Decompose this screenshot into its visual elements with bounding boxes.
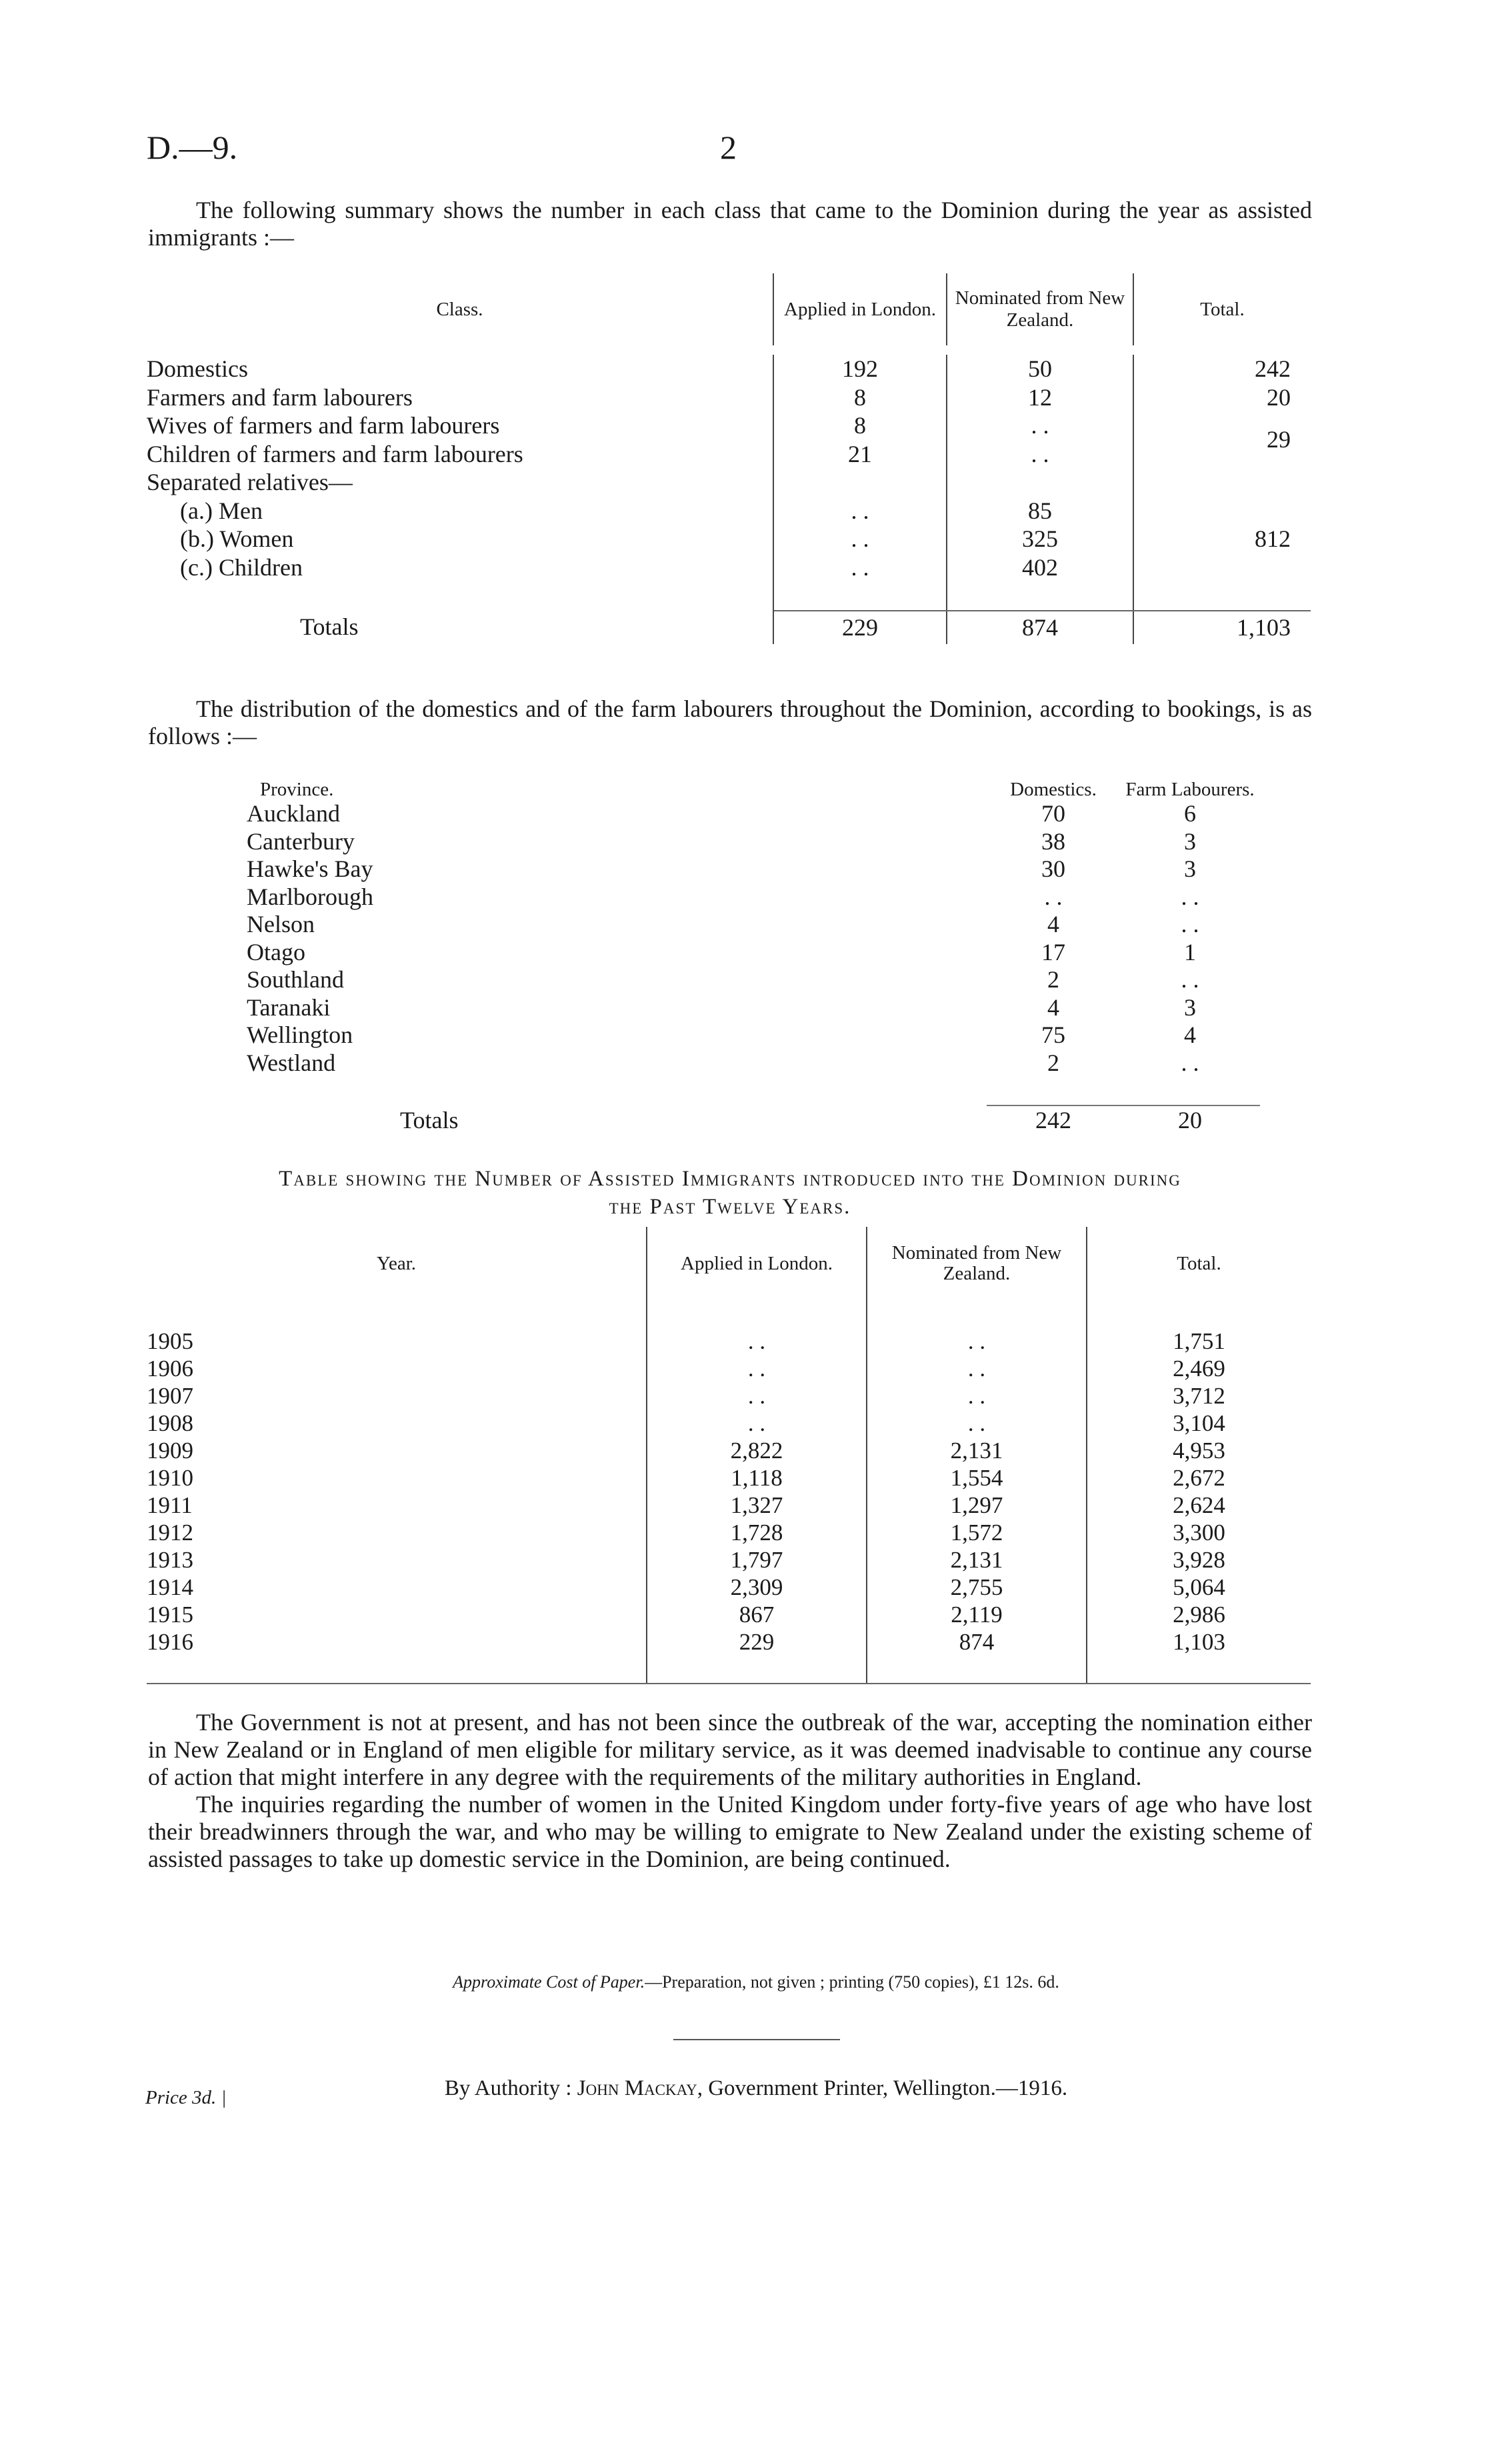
cell-total: 242 [1255,355,1291,382]
totals-row [247,1105,1260,1136]
cell-london: 2,822 [647,1437,867,1464]
row-label: Wives of farmers and farm labourers [147,411,773,440]
cell-london: . . [773,525,947,553]
distribution-intro: The distribution of the domestics and of the farm labourers throughout the Dominion, according to bookings, is as follows :— [148,695,1312,749]
cell-nz: . . [867,1328,1087,1355]
province-name: Auckland [247,800,340,827]
table-row [147,1519,1311,1546]
cell-total: 3,928 [1173,1547,1225,1573]
distribution-table [247,750,1260,1136]
cell-farm: . . [1181,883,1199,910]
table-row [247,883,1260,911]
cell-london: 1,728 [647,1519,867,1546]
table-row [147,1464,1311,1492]
table-row [247,966,1260,994]
province-name: Marlborough [247,883,373,910]
cell-nz: . . [947,440,1133,469]
cell-london: 1,118 [647,1464,867,1492]
cell-total: 3,712 [1173,1383,1225,1409]
cell-total [1133,468,1311,497]
table-row [247,800,1260,828]
yearly-header-nz: Nominated from New Zealand. [867,1227,1087,1300]
table-row [147,1410,1311,1437]
table-row [147,1546,1311,1574]
cell-total: 3,104 [1173,1410,1225,1436]
cell-domestics: 4 [1047,993,1059,1021]
total-domestics: 242 [1035,1107,1071,1134]
cell-nz: 50 [947,355,1133,383]
cell-total: 3,300 [1173,1520,1225,1546]
cell-total: 1,751 [1173,1328,1225,1354]
cell-farm: . . [1181,911,1199,937]
cell-domestics: 4 [1047,911,1059,937]
total-london: 229 [773,611,947,644]
year-cell: 1912 [147,1519,647,1546]
summary-table [147,273,1311,644]
cell-total: 812 [1255,525,1291,552]
cell-london: . . [647,1355,867,1382]
cell-nz: 1,554 [867,1464,1087,1492]
table-row [147,1328,1311,1355]
cost-of-paper [0,1972,1512,1992]
total-farm: 20 [1178,1107,1202,1134]
province-name: Nelson [247,911,315,937]
cell-domestics: 2 [1047,1049,1059,1076]
summary-header-london: Applied in London. [773,273,947,345]
table-row [147,1437,1311,1464]
cell-london: 229 [647,1628,867,1656]
cell-london: 21 [773,440,947,469]
cell-farm: 3 [1184,993,1196,1021]
table-row [147,355,1311,383]
cell-farm: 1 [1184,938,1196,965]
table-row [147,383,1311,412]
cell-domestics: . . [1044,883,1063,910]
yearly-header-total: Total. [1177,1252,1221,1274]
table-row [147,497,1311,525]
page-number: 2 [720,129,737,166]
year-cell: 1916 [147,1628,647,1656]
year-cell: 1913 [147,1546,647,1574]
row-label: (b.) Women [147,525,773,553]
cell-london: . . [773,497,947,525]
cell-domestics: 2 [1047,966,1059,993]
cell-london: . . [647,1328,867,1355]
yearly-header-london: Applied in London. [647,1227,867,1300]
table-row [247,939,1260,967]
year-cell: 1915 [147,1601,647,1628]
cell-london: 8 [773,383,947,412]
row-label: Children of farmers and farm labourers [147,440,773,469]
closing-paragraphs [148,1709,1312,1873]
row-label: (c.) Children [147,553,773,582]
cell-nz: 2,119 [867,1601,1087,1628]
year-cell: 1909 [147,1437,647,1464]
cell-london: . . [773,553,947,582]
cell-farm: . . [1181,966,1199,993]
province-name: Canterbury [247,827,355,855]
closing-paragraph-1: The Government is not at present, and has not been since the outbreak of the war, accepting the nomination either in New Zealand or in England of men eligible for military service, as it was deemed inadvisable to continue any course of action that might interfere in any degree with the requirements of the military authorities in England. [148,1709,1312,1790]
table-row [247,994,1260,1022]
table-row [147,468,1311,497]
cell-total: 4,953 [1173,1438,1225,1464]
province-name: Westland [247,1049,336,1076]
cell-nz: 2,131 [867,1437,1087,1464]
totals-label: Totals [147,611,773,644]
table-row [247,1049,1260,1077]
totals-label: Totals [400,1106,459,1133]
intro-paragraph: The following summary shows the number in each class that came to the Dominion during the year as assisted immigrants :— [148,197,1312,251]
table-row [147,1355,1311,1382]
cell-domestics: 70 [1041,800,1065,827]
cell-total: 20 [1267,383,1291,411]
cell-london: 867 [647,1601,867,1628]
province-name: Otago [247,938,305,965]
cell-total: 1,103 [1173,1629,1225,1655]
cell-domestics: 38 [1041,827,1065,855]
cell-nz: . . [947,411,1133,440]
year-cell: 1914 [147,1574,647,1601]
cell-nz: . . [867,1382,1087,1410]
cell-farm: 4 [1184,1021,1196,1048]
total-nz: 874 [947,611,1133,644]
year-cell: 1905 [147,1328,647,1355]
cell-farm: 3 [1184,855,1196,882]
cell-nz: 1,572 [867,1519,1087,1546]
cost-text: —Preparation, not given ; printing (750 copies), £1 12s. 6d. [645,1972,1059,1992]
row-label: Domestics [147,355,773,383]
row-label: Separated relatives— [147,468,773,497]
total-all: 1,103 [1237,613,1291,641]
cell-london: 1,797 [647,1546,867,1574]
row-label: Farmers and farm labourers [147,383,773,412]
cell-london: . . [647,1382,867,1410]
table-row [147,1574,1311,1601]
province-name: Southland [247,966,345,993]
table-row [247,828,1260,856]
cell-london: . . [647,1410,867,1437]
yearly-header-year: Year. [147,1227,647,1300]
summary-header-nz: Nominated from New Zealand. [947,273,1133,345]
cell-nz: 85 [947,497,1133,525]
table-row [147,1601,1311,1628]
table-row [147,411,1311,440]
totals-row [147,611,1311,644]
cell-total: 5,064 [1173,1574,1225,1600]
row-label: (a.) Men [147,497,773,525]
printer-authority: By Authority : John Mackay, Government Printer, Wellington.—1916. [444,2076,1068,2100]
table-row [247,911,1260,939]
price: Price 3d. | [145,2087,227,2108]
cell-nz: 1,297 [867,1492,1087,1519]
cell-london: 8 [773,411,947,440]
cell-farm: . . [1181,1049,1199,1076]
cell-domestics: 17 [1041,938,1065,965]
cell-nz: 402 [947,553,1133,582]
province-name: Wellington [247,1021,353,1048]
cell-domestics: 75 [1041,1021,1065,1048]
cell-total: 2,986 [1173,1602,1225,1628]
cell-london: 192 [773,355,947,383]
closing-paragraph-2: The inquiries regarding the number of women in the United Kingdom under forty-five years of age who have lost their breadwinners through the war, and who may be willing to emigrate to New Zealand under the existing scheme of assisted passages to take up domestic service in the Dominion, are being continued. [148,1791,1312,1872]
cell-london [773,468,947,497]
cost-label: Approximate Cost of Paper. [453,1972,645,1992]
divider [673,2039,840,2040]
cell-total: 2,672 [1173,1465,1225,1491]
year-cell: 1907 [147,1382,647,1410]
table-row [247,1021,1260,1049]
year-cell: 1908 [147,1410,647,1437]
table-row [247,855,1260,883]
dist-header-domestics: Domestics. [1010,779,1097,800]
summary-header-total: Total. [1200,298,1245,320]
cell-total: 2,469 [1173,1356,1225,1382]
cell-nz: 2,131 [867,1546,1087,1574]
dist-header-province: Province. [260,779,334,800]
table-row [147,1382,1311,1410]
cell-total: 29 [1267,426,1291,453]
cell-farm: 6 [1184,800,1196,827]
summary-header-class: Class. [147,273,773,345]
table-row [147,1628,1311,1656]
cell-nz: 325 [947,525,1133,553]
year-cell: 1906 [147,1355,647,1382]
table-row [147,1492,1311,1519]
year-cell: 1910 [147,1464,647,1492]
yearly-table [147,1227,1311,1684]
year-cell: 1911 [147,1492,647,1519]
cell-nz [947,468,1133,497]
cell-london: 1,327 [647,1492,867,1519]
cell-nz: 2,755 [867,1574,1087,1601]
cell-nz: . . [867,1355,1087,1382]
province-name: Taranaki [247,993,331,1021]
document-code: D.—9. [147,129,238,166]
cell-nz: . . [867,1410,1087,1437]
cell-farm: 3 [1184,827,1196,855]
cell-domestics: 30 [1041,855,1065,882]
cell-nz: 12 [947,383,1133,412]
cell-total: 2,624 [1173,1492,1225,1518]
cell-nz: 874 [867,1628,1087,1656]
cell-london: 2,309 [647,1574,867,1601]
province-name: Hawke's Bay [247,855,373,882]
dist-header-farm: Farm Labourers. [1125,779,1255,800]
yearly-table-title: Table showing the Number of Assisted Immigrants introduced into the Dominion during the Past Twelve Years. [279,1167,1181,1219]
